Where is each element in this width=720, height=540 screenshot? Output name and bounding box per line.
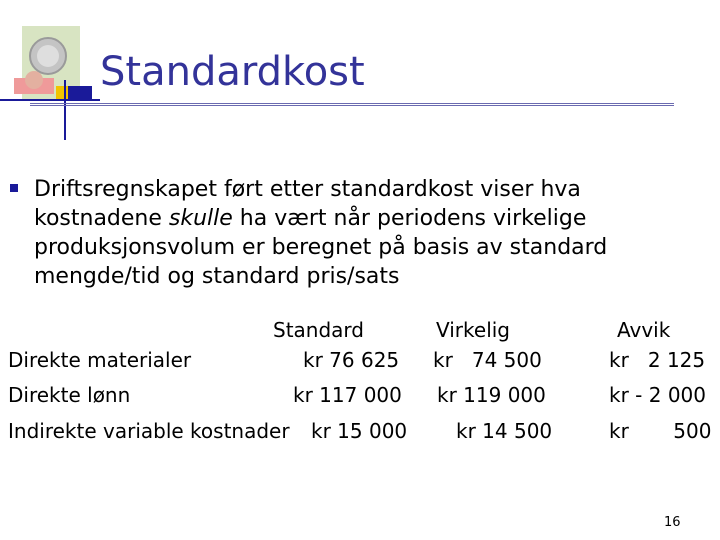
cell-virkelig: kr 119 000 bbox=[437, 383, 546, 407]
paragraph-line bbox=[34, 204, 694, 233]
corner-decoration-image bbox=[0, 0, 100, 140]
slide-title: Standardkost bbox=[100, 49, 365, 95]
paragraph-text: ha vært når periodens virkelige bbox=[232, 206, 587, 231]
cell-standard: kr 76 625 bbox=[303, 348, 400, 372]
cell-avvik: kr 500 bbox=[609, 419, 712, 443]
emphasized-word: skulle bbox=[168, 206, 233, 231]
cell-avvik: kr - 2 000 bbox=[609, 383, 706, 407]
header-avvik: Avvik bbox=[617, 318, 671, 342]
paragraph-line: Driftsregnskapet ført etter standardkost viser hva bbox=[34, 177, 581, 202]
header-virkelig: Virkelig bbox=[436, 318, 511, 342]
paragraph-text: kostnadene bbox=[34, 206, 169, 231]
row-label: Indirekte variable kostnader bbox=[8, 419, 290, 443]
cell-standard: kr 15 000 bbox=[311, 419, 408, 443]
cell-standard: kr 117 000 bbox=[293, 383, 402, 407]
bullet-icon bbox=[10, 184, 18, 192]
slide-number: 16 bbox=[664, 515, 681, 530]
row-label: Direkte materialer bbox=[8, 348, 192, 372]
bullet-paragraph bbox=[34, 175, 694, 291]
paragraph-line: mengde/tid og standard pris/sats bbox=[34, 264, 400, 289]
paragraph-line: produksjonsvolum er beregnet på basis av standard bbox=[34, 235, 608, 260]
cell-avvik: kr 2 125 bbox=[609, 348, 706, 372]
cell-virkelig: kr 14 500 bbox=[456, 419, 553, 443]
row-label: Direkte lønn bbox=[8, 383, 131, 407]
header-standard: Standard bbox=[273, 318, 364, 342]
cell-virkelig: kr 74 500 bbox=[433, 348, 542, 372]
title-underline bbox=[30, 103, 674, 106]
